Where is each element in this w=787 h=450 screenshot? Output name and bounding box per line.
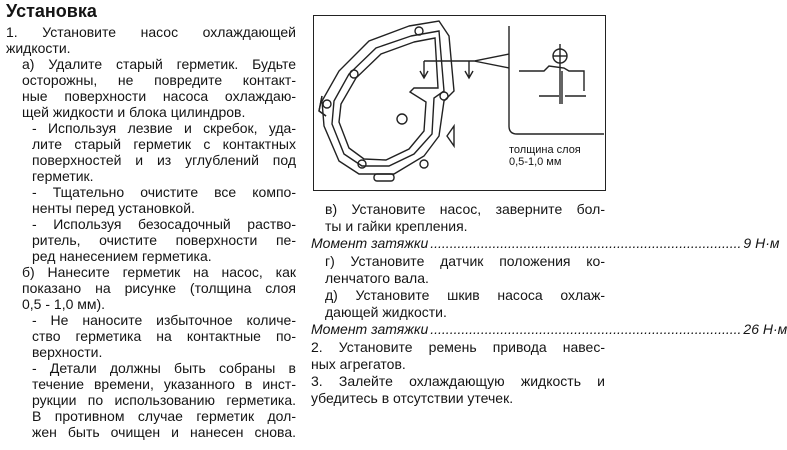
text-line: ство герметика на контактные по- [32,328,296,344]
leader-dots: ................................................................................ [430,235,742,252]
text-line: ред нанесением герметика. [32,248,212,264]
text-line: жидкости. [6,40,71,56]
text-line: - Используя безосадочный раство- [32,216,296,232]
text-line: поверхностей и из углублений под [32,152,296,168]
text-line: ные поверхности насоса охлаждаю- [22,88,296,104]
caption-line: 0,5-1,0 мм [509,156,562,168]
text-line: в) Установите насос, заверните бол- [325,201,605,217]
torque-value: 9 Н·м [743,235,780,252]
text-line: ты и гайки крепления. [325,218,468,235]
text-line: ритель, очистите поверхности пе- [32,232,296,248]
torque-spec [311,321,787,338]
text-line: - Тщательно очистите все компо- [32,184,296,200]
text-line: щей жидкости и блока цилиндров. [22,104,246,120]
text-line: 3. Залейте охлаждающую жидкость и [311,372,605,389]
text-line: герметик. [32,168,94,184]
text-line: 1. Установите насос охлаждающей [6,24,296,40]
right-column [311,201,787,407]
text-line: осторожны, не повредите контакт- [22,72,296,88]
text-line: г) Установите датчик положения ко- [325,252,605,269]
torque-label: Момент затяжки [311,321,429,338]
text-line: ных агрегатов. [311,355,406,372]
text-line: рукции по использованию герметика. [32,392,296,408]
text-line: верхности. [32,344,103,360]
caption-line: толщина слоя [509,144,581,156]
text-line: дающей жидкости. [325,304,447,321]
text-line: течение времени, указанного в инст- [32,376,296,392]
text-line: б) Нанесите герметик на насос, как [22,264,296,280]
torque-label: Момент затяжки [311,235,429,252]
text-line: 0,5 - 1,0 мм). [22,296,106,312]
text-line: а) Удалите старый герметик. Будьте [22,56,296,72]
text-line: ленчатого вала. [325,269,429,286]
text-line: - Детали должны быть собраны в [32,360,296,376]
torque-value: 26 Н·м [743,321,787,338]
section-title: Установка [6,1,97,21]
text-line: показано на рисунке (толщина слоя [22,280,296,296]
torque-spec [311,235,780,252]
text-line: убедитесь в отсутствии утечек. [311,390,514,407]
text-line: лите старый герметик с контактных [32,136,296,152]
left-column [6,24,296,440]
text-line: В противном случае герметик дол- [32,408,296,424]
leader-dots: ................................................................................ [430,321,742,338]
text-line: жен быть очищен и нанесен снова. [32,424,296,440]
figure-caption [509,144,581,168]
text-line: ненты перед установкой. [32,200,195,216]
text-line: д) Установите шкив насоса охлаж- [325,286,605,303]
text-line: - Используя лезвие и скребок, уда- [32,120,296,136]
text-line: - Не наносите избыточное количе- [32,312,296,328]
text-line: 2. Установите ремень привода навес- [311,338,605,355]
pump-sealant-figure [313,15,606,191]
